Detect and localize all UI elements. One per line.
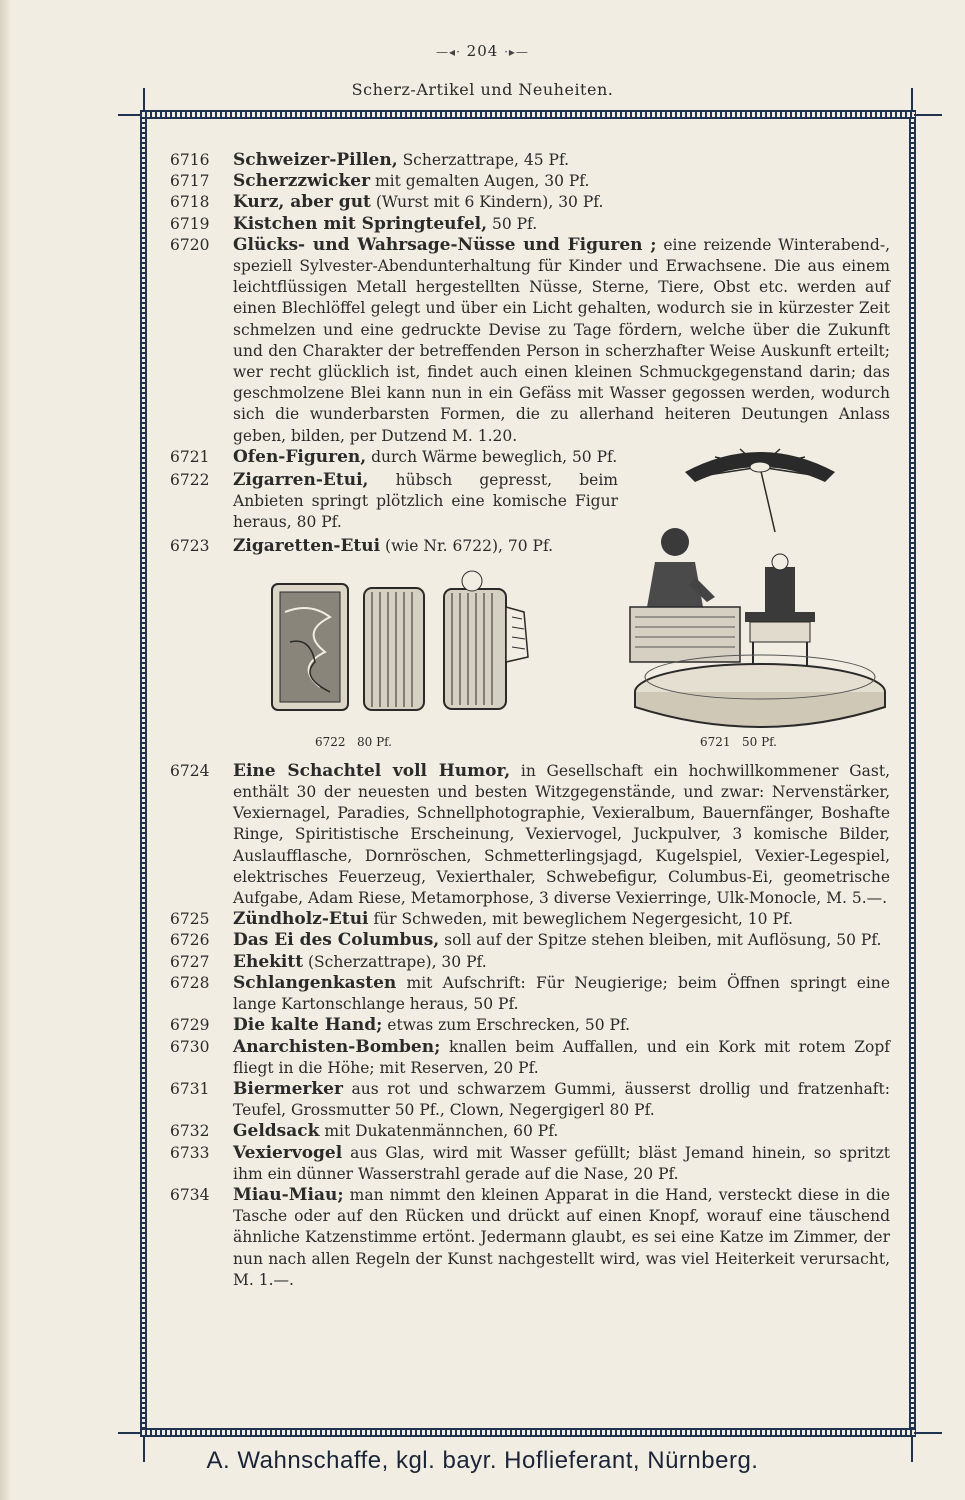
entry-name: Ofen-Figuren, [233,446,367,467]
frame-arm-bottom-right [914,1432,942,1434]
entry-number: 6730 [170,1037,210,1056]
entry-name: Schlangenkasten [233,972,397,993]
page-edge [0,0,10,1500]
frame-bottom-border [140,1428,916,1437]
entry-number: 6725 [170,910,210,929]
entry-6721 [170,447,618,468]
illustration-zigarren-etui [170,557,890,757]
frame-arm-bottom-left [118,1432,142,1434]
frame-left-border [140,117,147,1430]
entry-6725 [170,909,890,930]
entry-text: aus Glas, wird mit Wasser gefüllt; bläst Jemand hinein, so spritzt ihm ein dünner Wasserstrahl gerade auf die Nase, 20 Pf. [233,1143,890,1183]
entry-number: 6728 [170,973,210,992]
entry-text: mit gemalten Augen, 30 Pf. [370,172,590,191]
entry-number: 6720 [170,235,210,254]
entry-number: 6734 [170,1185,210,1204]
page-number-text: 204 [466,42,499,60]
entry-text: man nimmt den kleinen Apparat in die Hand, versteckt diese in die Tasche oder auf den Rücken und drückt auf einen Knopf, worauf eine täuschend ähnliche Katzenstimme ertönt. Jedermann glaubt, es sei eine Katze im Zimmer, der nun nach allen Regeln der Kunst nachgestellt wird, was viel Heiterkeit verursacht, M. 1.—. [233,1185,890,1289]
entry-6717 [170,171,890,192]
entry-6722 [170,470,618,534]
entry-6716 [170,150,890,171]
entry-6729 [170,1015,890,1036]
entry-name: Kistchen mit Springteufel, [233,213,488,234]
entry-name: Eine Schachtel voll Humor, [233,760,511,781]
entry-number: 6716 [170,151,210,169]
entry-text: hübsch gepresst, beim Anbieten springt plötzlich eine komische Figur heraus, 80 Pf. [233,471,618,532]
entry-text: (wie Nr. 6722), 70 Pf. [380,536,554,555]
entry-6726 [170,930,890,951]
entry-6720 [170,235,890,447]
frame-top-border [140,110,916,119]
entry-name: Zigarren-Etui, [233,470,369,491]
frame-arm-top-right [914,114,942,116]
footer-imprint: A. Wahnschaffe, kgl. bayr. Hoflieferant, Nürnberg. [206,1447,759,1474]
entry-name: Glücks- und Wahrsage-Nüsse und Figuren ; [233,234,657,255]
page-number [0,42,965,60]
entry-number: 6718 [170,193,210,212]
caption-6721: 6721 50 Pf. [700,734,777,749]
entry-6734 [170,1185,890,1291]
entry-text: in Gesellschaft ein hochwillkommener Gast, enthält 30 der neuesten und besten Witzgegenstände, und zwar: Nervenstärker, Vexiernagel, Paradies, Schnellphotographie, Vexieralbum, Bauernfänger, Boshafte Ringe, Spiritistische Erscheinung, Vexiervogel, Juckpulver, 3 komische Bilder, Auslaufflasche, Dornröschen, Schmetterlingsjagd, Kugelspiel, Vexier-Legespiel, elektrisches Feuerzeug, Vexierthaler, Schwebefigur, Columbus-Ei, geometrische Aufgabe, Adam Riese, Metamorphose, 3 diverse Vexierringe, Ulk-Monocle, M. 5.—. [233,761,890,908]
entry-text: aus rot und schwarzem Gummi, äusserst drollig und fratzenhaft: Teufel, Grossmutter 50 Pf., Clown, Negergigerl 80 Pf. [233,1079,890,1120]
entry-text: eine reizende Winterabend-, speziell Sylvester-Abendunterhaltung für Kinder und Erwachsene. Die aus einem leichtflüssigen Metall hergestellten Nüsse, Sterne, Tiere, Obst etc. werden auf einen Blechlöffel gelegt und über ein Licht gehalten, wodurch sie in kürzester Zeit schmelzen und eine gedruckte Devise zu Tage fördern, welche über die Zukunft und den Charakter der betreffenden Person in scherzhafter Weise Auskunft erteilt; wer recht glücklich ist, findet auch einen kleinen Schmuckgegenstand darin; das geschmolzene Blei kann nun in ein Gefäss mit Wasser gegossen werden, wodurch sich die wunderbarsten Formen, die zu allerhand heiteren Deutungen Anlass geben, bilden, per Dutzend M. 1.20. [233,235,890,445]
entry-number: 6729 [170,1016,210,1035]
entry-name: Kurz, aber gut [233,192,371,213]
entry-name: Schweizer-Pillen, [233,150,398,170]
entry-6732 [170,1121,890,1142]
entry-name: Ehekitt [233,951,304,972]
entry-number: 6732 [170,1122,210,1141]
entry-text: für Schweden, mit beweglichem Negergesicht, 10 Pf. [368,910,793,929]
entry-6730 [170,1037,890,1079]
entry-6727 [170,952,890,973]
entry-number: 6722 [170,471,210,490]
entry-text: Scherzattrape, 45 Pf. [397,151,570,169]
entry-number: 6719 [170,214,210,233]
entry-text: 50 Pf. [487,214,538,233]
entry-name: Das Ei des Columbus, [233,930,440,951]
entry-text: mit Aufschrift: Für Neugierige; beim Öffnen springt eine lange Kartonschlange heraus, 50 Pf. [233,973,890,1014]
entry-number: 6717 [170,172,210,191]
entry-text: etwas zum Erschrecken, 50 Pf. [382,1016,631,1035]
entry-6728 [170,973,890,1015]
entry-name: Geldsack [233,1121,320,1142]
frame-right-border [909,117,916,1430]
entry-6723 [170,536,618,557]
cigar-case-open-icon [270,582,350,712]
entry-name: Zündholz-Etui [233,909,369,930]
entry-number: 6726 [170,931,210,950]
catalog-content [170,150,890,1291]
cigar-case-closed-icon [362,582,426,712]
entry-name: Anarchisten-Bomben; [233,1036,441,1057]
entry-name: Vexiervogel [233,1142,343,1163]
entry-6733 [170,1143,890,1185]
entry-text: (Wurst mit 6 Kindern), 30 Pf. [370,193,604,212]
frame-arm-tl-vertical [143,88,145,112]
entry-6731 [170,1079,890,1121]
entry-text: soll auf der Spitze stehen bleiben, mit Auflösung, 50 Pf. [439,931,882,950]
page-title: Scherz-Artikel und Neuheiten. [351,80,614,99]
entry-number: 6731 [170,1079,210,1098]
entry-number: 6721 [170,447,210,466]
entry-number: 6727 [170,952,210,971]
ornament-dash-left: —◂· [436,45,461,59]
entry-6719 [170,214,890,235]
entry-6724 [170,761,890,909]
caption-6722: 6722 80 Pf. [315,734,392,749]
entry-name: Scherzzwicker [233,171,371,192]
entry-number: 6724 [170,761,210,780]
cigar-case-surprise-icon [442,567,542,712]
ornament-dash-right: ·▸— [504,45,529,59]
entry-number: 6723 [170,536,210,555]
entry-number: 6733 [170,1143,210,1162]
frame-arm-top-left [118,114,142,116]
entry-name: Die kalte Hand; [233,1015,383,1036]
frame-arm-tr-vertical [911,88,913,112]
entry-text: durch Wärme beweglich, 50 Pf. [366,447,618,466]
entry-name: Zigaretten-Etui [233,535,381,556]
entry-text: knallen beim Auffallen, und ein Kork mit rotem Zopf fliegt in die Höhe; mit Reserven, 20 Pf. [233,1037,890,1077]
entry-name: Biermerker [233,1078,343,1099]
entry-text: mit Dukatenmännchen, 60 Pf. [319,1122,559,1141]
entry-text: (Scherzattrape), 30 Pf. [303,952,487,971]
entry-name: Miau-Miau; [233,1184,344,1205]
entry-6718 [170,192,890,213]
